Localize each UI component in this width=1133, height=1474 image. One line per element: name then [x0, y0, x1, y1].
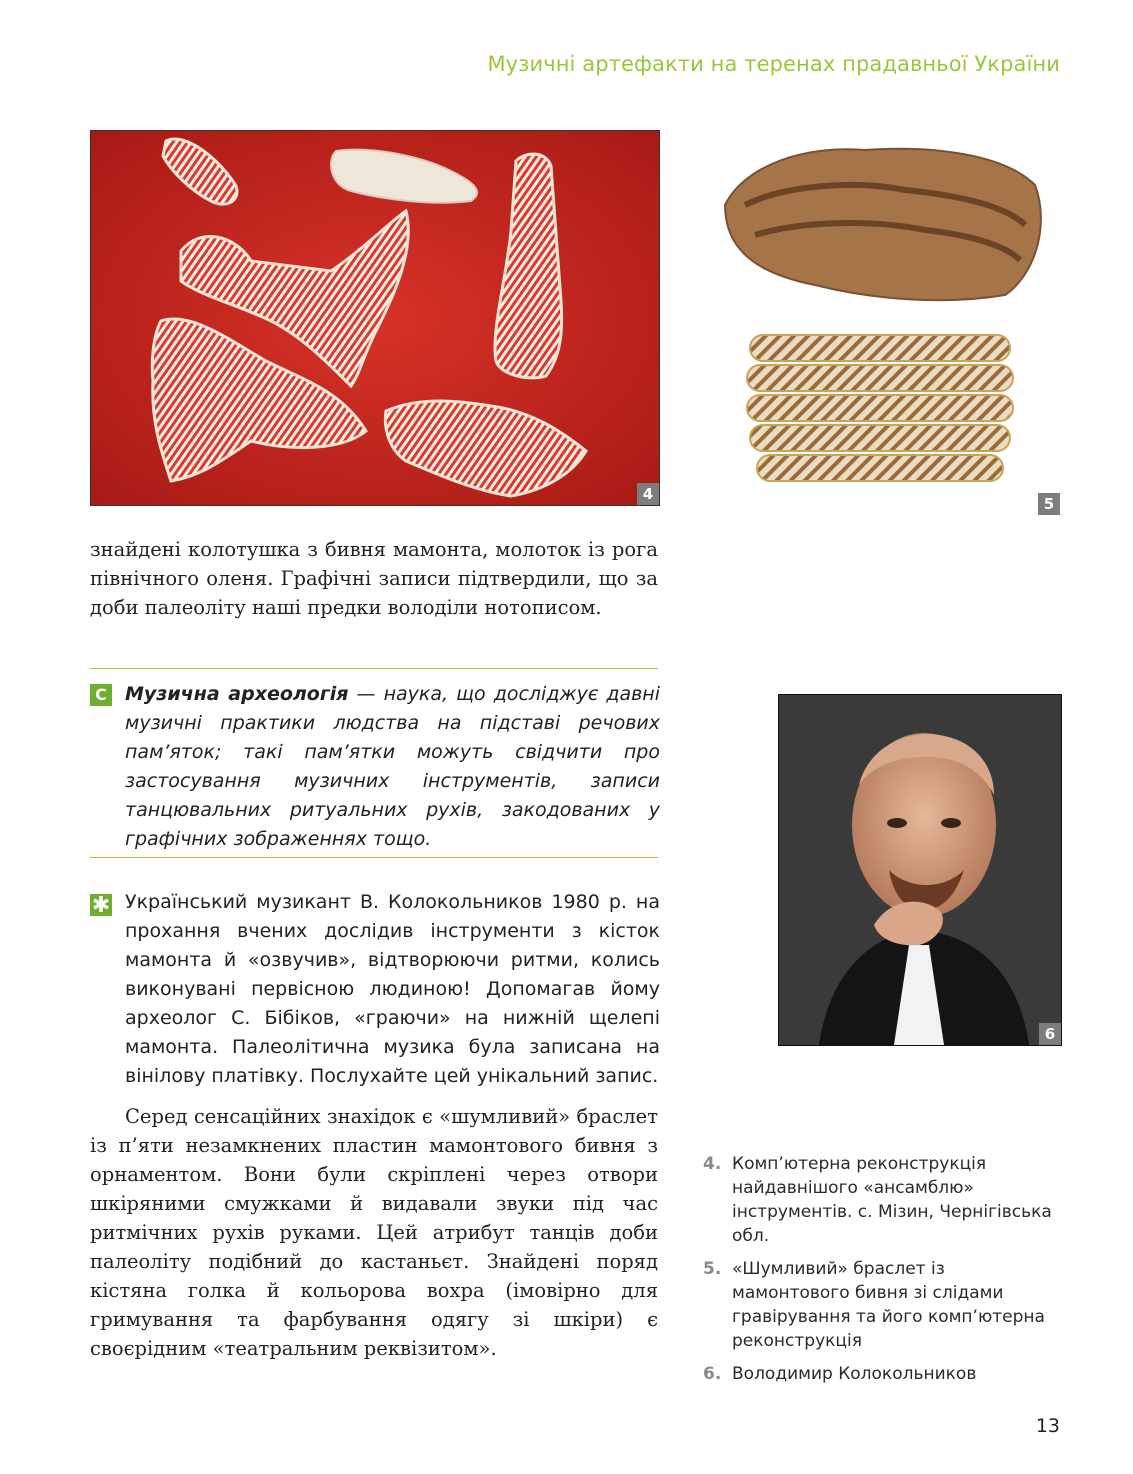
figure-badge-4: 4 [637, 483, 659, 505]
caption-4 [703, 1152, 1063, 1248]
figure-captions [703, 1152, 1063, 1395]
running-header: Музичні артефакти на теренах прадавньої України [487, 52, 1060, 76]
caption-number: 5. [703, 1259, 722, 1279]
definition-bottom-rule [90, 857, 658, 858]
caption-number: 4. [703, 1154, 722, 1174]
body-paragraph [90, 1102, 658, 1363]
definition-text-block [125, 680, 660, 854]
figure-4-instruments-photo [90, 130, 660, 506]
asterisk-icon: ✱ [91, 893, 111, 918]
page-number: 13 [1035, 1415, 1060, 1437]
definition-text: — наука, що досліджує давні музичні практики людства на підставі речових пам’яток; такі пам’ятки можуть свідчити про застосування музичних інструментів, записи танцювальних ритуальних рухів, закодованих у графічних зображеннях тощо. [125, 683, 660, 850]
definition-term: Музична археологія [125, 683, 349, 705]
definition-top-rule [90, 668, 658, 669]
caption-6 [703, 1362, 1063, 1386]
definition-icon: С [90, 684, 112, 706]
caption-text: Комп’ютерна реконструкція найдавнішого «ансамблю» інструментів. с. Мізин, Чернігівська обл. [732, 1154, 1052, 1246]
bone-instruments-illustration [91, 131, 659, 505]
fact-text: Український музикант В. Колокольников 1980 р. на прохання вчених дослідив інструменти з кісток мамонта й «озвучив», відтворюючи ритми, колись виконувані первісною людиною! Допомагав йому археолог С. Бібіков, «граючи» на нижній щелепі мамонта. Палеолітична музика була записана на вінілову платівку. Послухайте цей унікальний запис. [125, 891, 660, 1087]
figure-6-portrait-photo [778, 694, 1062, 1046]
caption-text: «Шумливий» браслет із мамонтового бивня зі слідами гравірування та його комп’ютерна реконструкція [732, 1259, 1045, 1351]
body-text: Серед сенсаційних знахідок є «шумливий» браслет із п’яти незамкнених пластин мамонтового бивня з орнаментом. Вони були скріплені через отвори шкіряними смужками й видавали звуки під час ритмічних рухів руками. Цей атрибут танців доби палеоліту подібний до кастаньєт. Знайдені поряд кістяна голка й кольорова вохра (імовірно для гримування та фарбування одягу зі шкіри) є своєрідним «театральним реквізитом». [90, 1105, 658, 1360]
definition-box [90, 680, 660, 854]
caption-text: Володимир Колокольников [732, 1364, 977, 1384]
fact-box [90, 888, 660, 1091]
intro-paragraph [90, 535, 658, 622]
portrait-illustration [779, 695, 1061, 1045]
figure-5-bracelet-photo [705, 125, 1061, 515]
figure-badge-6: 6 [1039, 1023, 1061, 1045]
bracelet-illustration [705, 125, 1061, 515]
caption-number: 6. [703, 1364, 722, 1384]
intro-text: знайдені колотушка з бивня мамонта, молоток із рога північного оленя. Графічні записи підтвердили, що за доби палеоліту наші предки володіли нотописом. [90, 538, 658, 619]
caption-5 [703, 1257, 1063, 1353]
figure-badge-5: 5 [1038, 493, 1060, 515]
